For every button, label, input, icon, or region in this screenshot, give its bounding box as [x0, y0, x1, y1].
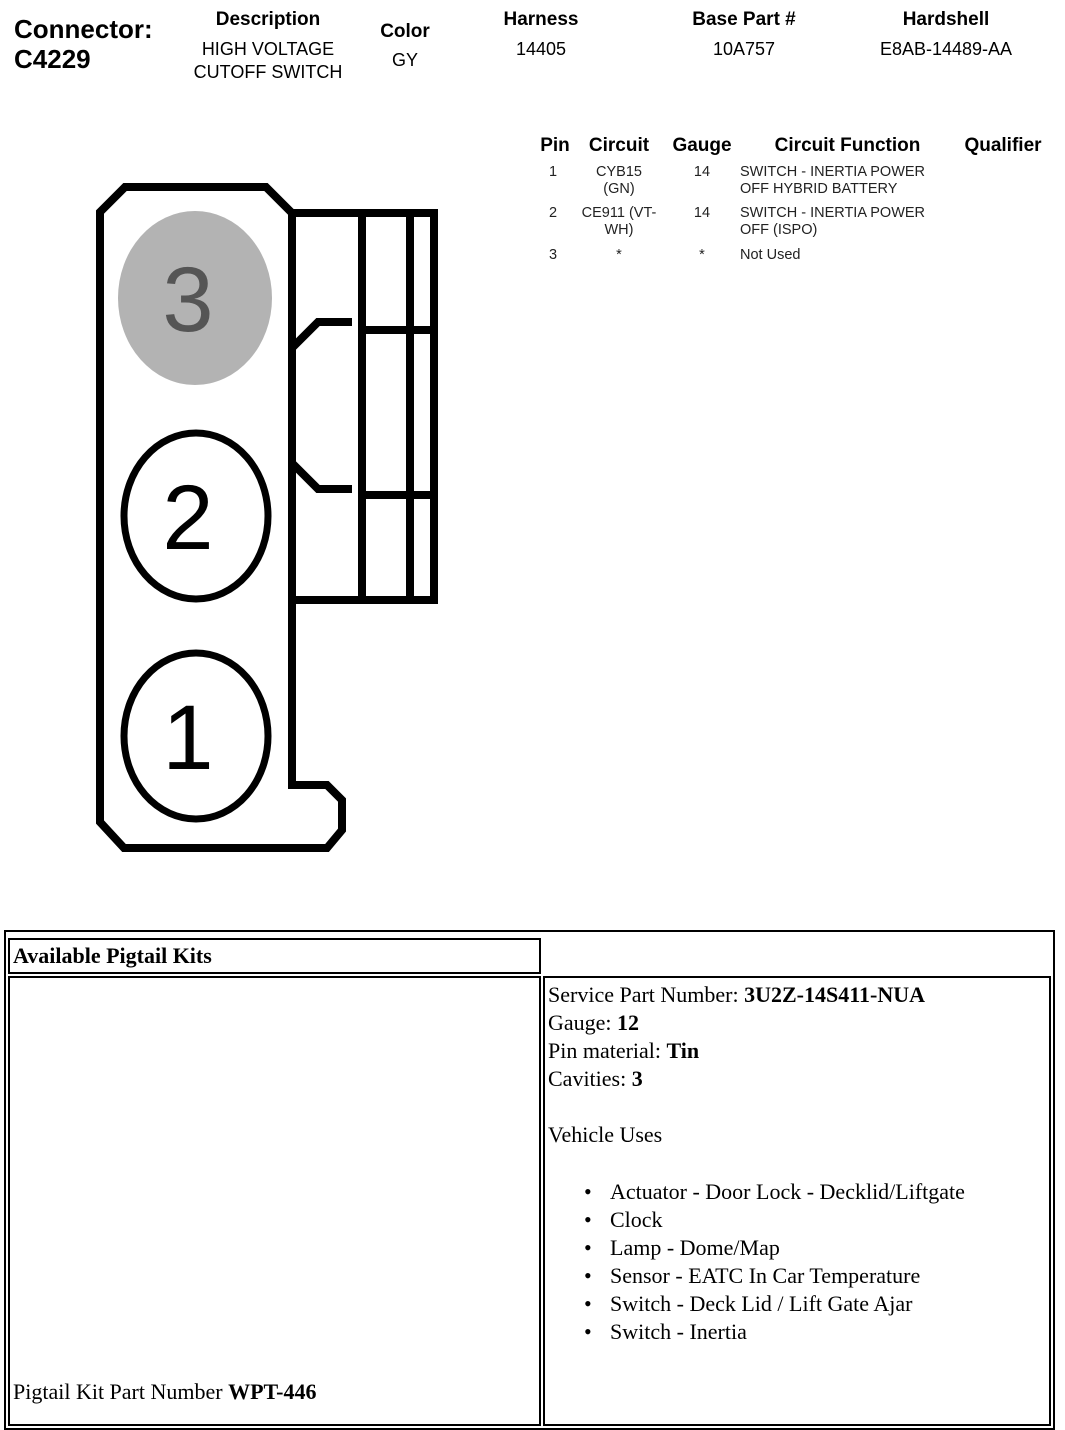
table-row-1-circuit: CYB15 (GN) — [596, 164, 642, 197]
service-part-number: Service Part Number: 3U2Z-14S411-NUA — [548, 982, 926, 1007]
cavity-3-label: 3 — [162, 249, 214, 351]
color-header: Color — [380, 21, 430, 42]
description-line1: HIGH VOLTAGE — [201, 39, 335, 59]
table-row-3-gauge: * — [699, 247, 705, 263]
function-col-header: Circuit Function — [774, 135, 921, 156]
cavity-1-label: 1 — [162, 687, 214, 789]
table-row-1-function: SWITCH - INERTIA POWER OFF HYBRID BATTERY — [740, 164, 926, 197]
list-item: • Lamp - Dome/Map — [584, 1234, 965, 1262]
cavities-count: Cavities: 3 — [548, 1066, 643, 1091]
circuit-col-header: Circuit — [588, 135, 650, 156]
color-value: GY — [391, 50, 418, 70]
pin-col-header: Pin — [540, 135, 570, 156]
pigtail-title-cell — [8, 938, 541, 974]
pin-material: Pin material: Tin — [548, 1038, 700, 1063]
description-header: Description — [215, 9, 321, 30]
latch-tab — [296, 467, 348, 489]
pigtail-section-title: Available Pigtail Kits — [13, 943, 212, 968]
base-part-header: Base Part # — [692, 9, 796, 30]
harness-header: Harness — [503, 9, 579, 30]
kit-gauge: Gauge: 12 — [548, 1010, 640, 1035]
harness-value: 14405 — [515, 39, 567, 59]
vehicle-uses-list — [584, 1178, 965, 1346]
table-row-3-pin: 3 — [548, 247, 558, 263]
connector-face-diagram — [0, 0, 460, 870]
table-row-2-function: SWITCH - INERTIA POWER OFF (ISPO) — [740, 205, 926, 238]
pigtail-kit-cell — [8, 976, 541, 1426]
list-item: • Switch - Deck Lid / Lift Gate Ajar — [584, 1290, 965, 1318]
table-row-2-gauge: 14 — [693, 205, 711, 221]
list-item: • Clock — [584, 1206, 965, 1234]
base-part-value: 10A757 — [712, 39, 776, 59]
pigtail-details — [548, 981, 965, 1346]
latch-tab — [296, 322, 348, 344]
table-row-1-gauge: 14 — [693, 164, 711, 180]
table-row-3-circuit: * — [616, 247, 622, 263]
hardshell-value: E8AB-14489-AA — [879, 39, 1013, 59]
description-line2: CUTOFF SWITCH — [193, 62, 343, 82]
list-item: • Switch - Inertia — [584, 1318, 965, 1346]
cavity-2-label: 2 — [162, 467, 214, 569]
connector-label: Connector: — [14, 14, 153, 44]
table-row-2-pin: 2 — [548, 205, 558, 221]
qualifier-col-header: Qualifier — [964, 135, 1042, 156]
table-row-3-function: Not Used — [740, 247, 801, 263]
vehicle-uses-heading: Vehicle Uses — [548, 1122, 663, 1147]
table-row-1-pin: 1 — [548, 164, 558, 180]
list-item: • Actuator - Door Lock - Decklid/Liftgate — [584, 1178, 965, 1206]
gauge-col-header: Gauge — [672, 135, 732, 156]
list-item: • Sensor - EATC In Car Temperature — [584, 1262, 965, 1290]
pigtail-kit-part-number: Pigtail Kit Part Number WPT-446 — [13, 1379, 317, 1404]
pigtail-details-cell — [543, 976, 1051, 1426]
connector-id: C4229 — [14, 44, 91, 74]
table-row-2-circuit: CE911 (VT- WH) — [581, 205, 657, 238]
hardshell-header: Hardshell — [902, 9, 990, 30]
